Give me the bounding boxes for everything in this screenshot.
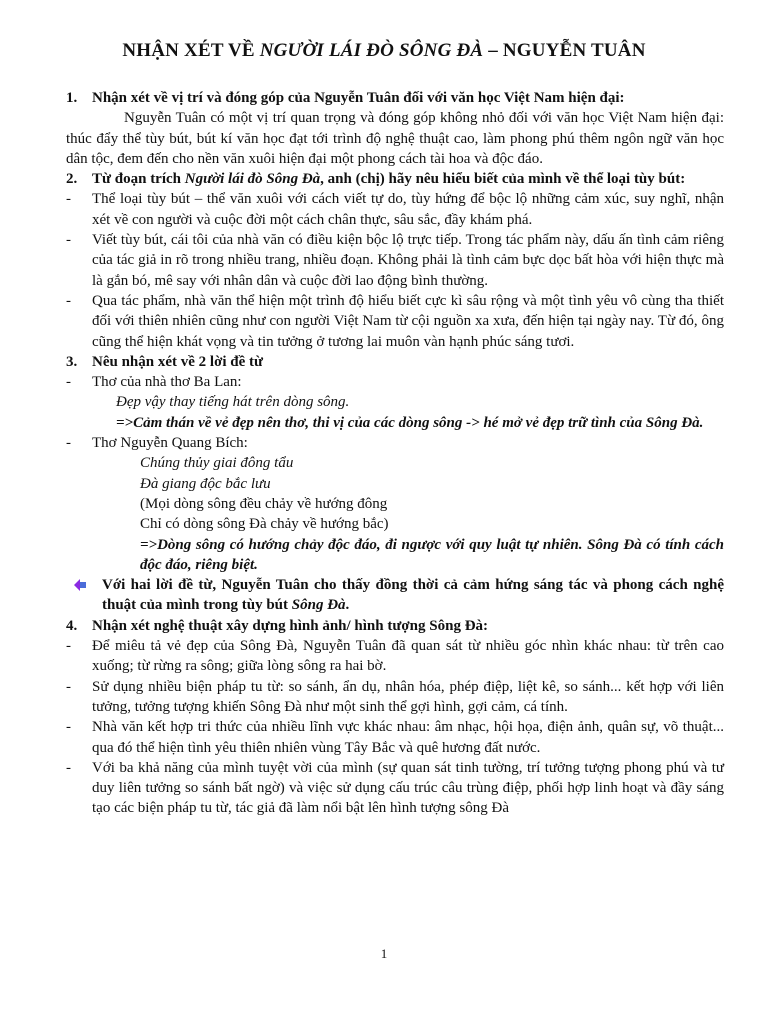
poem-translation: Chỉ có dòng sông Đà chảy về hướng bắc) (140, 516, 389, 533)
list-item-text: Nhà văn kết hợp tri thức của nhiều lĩnh vực khác nhau: âm nhạc, hội họa, điện ảnh, quân sự, võ thuật... qua đó thể hiện tình yêu thiên nhiên vùng Tây Bắc và quê hương đất nước. (92, 719, 724, 756)
section-number: 2. (66, 171, 78, 188)
poem-comment: =>Cảm thán về vẻ đẹp nên thơ, thi vị của các dòng sông -> hé mở vẻ đẹp trữ tình của Sông Đà. (116, 414, 704, 431)
section-heading: Nêu nhận xét về 2 lời đề từ (92, 353, 264, 370)
section-number: 1. (66, 90, 78, 106)
list-item (66, 636, 724, 677)
list-item-text: Sử dụng nhiều biện pháp tu từ: so sánh, ẩn dụ, nhân hóa, phép điệp, liệt kê, so sánh... kết hợp với liên tưởng, tưởng tượng khiến Sông Đà như một sinh thể gợi hình, gợi cảm, cá tính. (92, 678, 724, 715)
title-prefix: NHẬN XÉT VỀ (122, 40, 260, 61)
section-number: 4. (66, 617, 78, 634)
dash-marker: - (66, 719, 71, 736)
section-1-paragraph: Nguyễn Tuân có một vị trí quan trọng và đóng góp không nhỏ đối với văn học Việt Nam hiện đại: thúc đẩy thể tùy bút, bút kí văn học đạt tới trình độ nghệ thuật cao, làm phong phú thêm ngôn ngữ văn học dân tộc, đem đến cho nền văn xuôi hiện đại một phong cách tài hoa và độc đáo. (66, 110, 724, 167)
poem-comment: =>Dòng sông có hướng chảy độc đáo, đi ngược với quy luật tự nhiên. Sông Đà có tính cách độc đáo, riêng biệt. (140, 536, 724, 573)
conclusion-text (102, 575, 724, 616)
list-item (66, 758, 724, 819)
list-item (66, 291, 724, 352)
list-item-text: Để miêu tả vẻ đẹp của Sông Đà, Nguyễn Tuân đã quan sát từ nhiều góc nhìn khác nhau: từ trên cao xuống; từ rừng ra sông; giữa lòng sông ra hai bờ. (92, 638, 724, 675)
heading-part: Từ đoạn trích (92, 171, 185, 188)
arrow-bullet-icon (72, 577, 88, 593)
list-item (66, 189, 724, 230)
list-item-text: Thơ Nguyễn Quang Bích: (92, 435, 248, 452)
dash-marker: - (66, 374, 71, 391)
list-item-text: Thơ của nhà thơ Ba Lan: (92, 374, 242, 391)
dash-marker: - (66, 638, 71, 655)
conclusion-work-title: Sông Đà (291, 597, 346, 614)
dash-marker: - (66, 292, 71, 309)
conclusion-part: Với hai lời đề từ, Nguyễn Tuân cho thấy đồng thời cả cảm hứng sáng tác và phong cách nghệ thuật của mình trong tùy bút (102, 577, 724, 614)
poem-line: Đẹp vậy thay tiếng hát trên dòng sông. (116, 394, 350, 411)
section-number: 3. (66, 353, 78, 370)
dash-marker: - (66, 435, 71, 452)
poem-translation: (Mọi dòng sông đều chảy về hướng đông (140, 495, 388, 512)
list-item (66, 677, 724, 718)
conclusion-item (102, 575, 724, 616)
list-item-text: Thể loại tùy bút – thể văn xuôi với cách viết tự do, tùy hứng để bộc lộ những cảm xúc, suy nghĩ, nhận xét về con người và cuộc đời một cách chân thực, sâu sắc, đầy khám phá. (92, 191, 724, 228)
section-3-heading (66, 352, 724, 372)
list-item-text: Viết tùy bút, cái tôi của nhà văn có điều kiện bộc lộ trực tiếp. Trong tác phẩm này, dấu ấn tình cảm riêng của tác giả in rõ trong nhiều trang, nhiều đoạn. Không phải là tình cảm bực dọc bất hòa với hiện thực mà là gắn bó, mê say với nhân dân và cuộc đời lao động bình thường. (92, 232, 724, 289)
section-2-heading (66, 169, 724, 189)
section-heading (92, 169, 724, 189)
list-item (66, 372, 724, 392)
dash-marker: - (66, 191, 71, 208)
heading-work-title: Người lái đò Sông Đà (184, 171, 321, 188)
poem-line: Đà giang độc bắc lưu (140, 475, 271, 492)
title-author: – NGUYỄN TUÂN (483, 40, 646, 61)
title-work: NGƯỜI LÁI ĐÒ SÔNG ĐÀ (259, 40, 484, 61)
document-title (0, 40, 768, 62)
section-1-heading (66, 88, 724, 108)
dash-marker: - (66, 678, 71, 695)
list-item (66, 717, 724, 758)
poem-line: Chúng thủy giai đông tẩu (140, 455, 294, 472)
dash-marker: - (66, 232, 71, 249)
list-item-text: Với ba khả năng của mình tuyệt vời của mình (sự quan sát tinh tường, trí tưởng tượng phong phú và tư duy liên tưởng so sánh bất ngờ) và việc sử dụng cấu trúc câu trùng điệp, phối hợp linh hoạt và đầy sáng tạo các biện pháp tu từ, tác giả đã làm nổi bật lên hình tượng sông Đà (92, 759, 724, 817)
section-4-heading (66, 616, 724, 636)
dash-marker: - (66, 759, 71, 776)
list-item-text: Qua tác phẩm, nhà văn thể hiện một trình độ hiểu biết cực kì sâu rộng và một tình yêu vô cùng tha thiết đối với thiên nhiên cũng như con người Việt Nam từ cội nguồn xa xưa, đến hiện tại ngày nay. Từ đó, ông cũng thể hiện khát vọng và tin tưởng ở tương lai muôn vàn hạnh phúc sáng tươi. (92, 292, 724, 350)
section-heading: Nhận xét nghệ thuật xây dựng hình ảnh/ hình tượng Sông Đà: (92, 617, 489, 634)
list-item (66, 433, 724, 453)
heading-part: , anh (chị) hãy nêu hiểu biết của mình về thể loại tùy bút: (320, 171, 686, 188)
conclusion-part: . (345, 597, 350, 614)
section-heading: Nhận xét về vị trí và đóng góp của Nguyễn Tuân đối với văn học Việt Nam hiện đại: (92, 90, 625, 106)
document-body (66, 88, 724, 819)
page-number: 1 (380, 946, 388, 961)
list-item (66, 230, 724, 291)
